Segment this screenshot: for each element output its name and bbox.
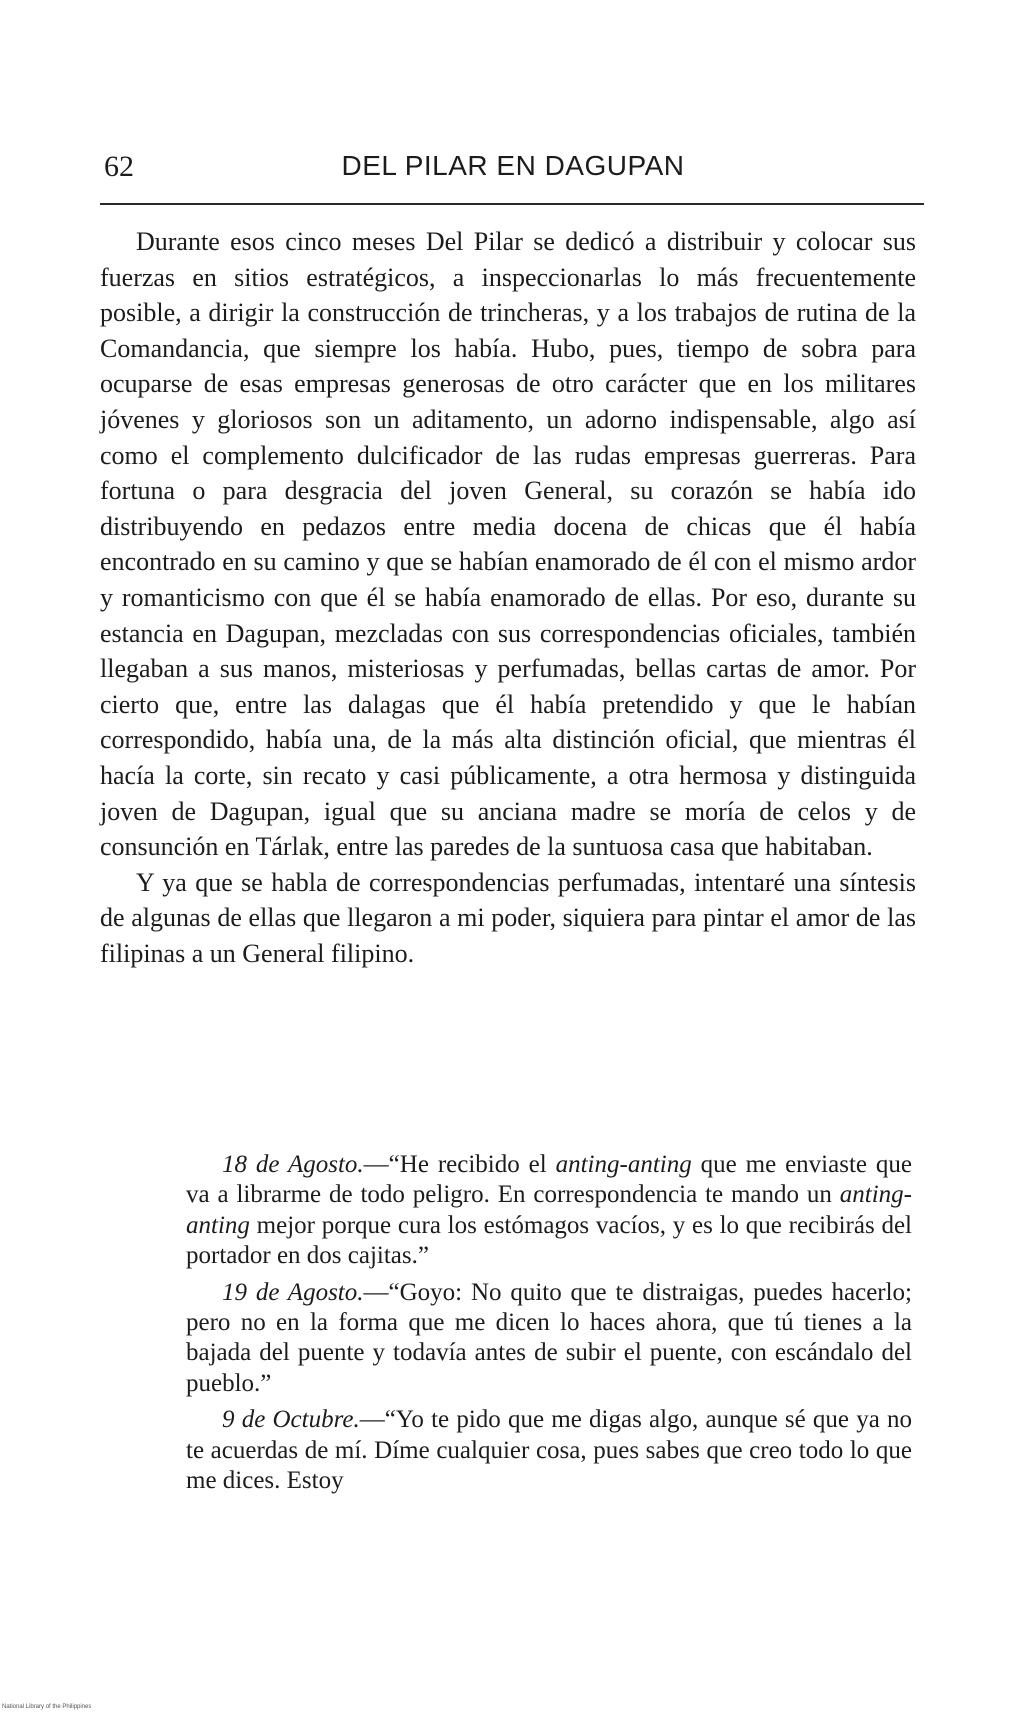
paragraph-1: Durante esos cinco meses Del Pilar se dedicó a distribuir y colocar sus fuerzas en sitios estratégicos, a inspeccionarlas lo más frecuentemente posible, a dirigir la construcción de trincheras, y a los trabajos de rutina de la Comandancia, que siempre los había. Hubo, pues, tiempo de sobra para ocuparse de esas empresas generosas de otro carácter que en los militares jóvenes y gloriosos son un aditamento, un adorno indispensable, algo así como el complemento dulcificador de las rudas empresas guerreras. Para fortuna o para desgracia del joven General, su corazón se había ido distribuyendo en pedazos entre media docena de chicas que él había encontrado en su camino y que se habían enamorado de él con el mismo ardor y romanticismo con que él se había enamorado de ellas. Por eso, durante su estancia en Dagupan, mezcladas con sus correspondencias oficiales, también llegaban a sus manos, misteriosas y perfumadas, bellas cartas de amor. Por cierto que, entre las dalagas que él había pretendido y que le habían correspondido, había una, de la más alta distinción oficial, que mientras él hacía la corte, sin recato y casi públicamente, a otra hermosa y distinguida joven de Dagupan, igual que su anciana madre se moría de celos y de consunción en Tárlak, entre las paredes de la suntuosa casa que habitaban. (100, 227, 916, 862)
letter-italic-term: anting-anting (186, 1181, 912, 1239)
letter-excerpt (186, 1278, 912, 1400)
letter-italic-term: anting-anting (555, 1151, 692, 1178)
page-header (104, 150, 922, 190)
letter-date: 18 de Agosto. (222, 1151, 364, 1178)
letter-date: 9 de Octubre. (222, 1406, 360, 1434)
letter-text: —“He recibido el (363, 1151, 556, 1178)
letter-date: 19 de Agosto. (222, 1278, 364, 1306)
letter-text: mejor porque cura los estómagos vacíos, y es lo que recibirás del portador en dos cajitas.” (186, 1211, 912, 1270)
letter-excerpt (186, 1405, 912, 1496)
letter-text: —“Goyo: No quito que te distraigas, puedes hacerlo; pero no en la forma que me dicen lo haces ahora, que tú tienes a la bajada del puente y todavía antes de subir el puente, con escándalo del pueblo.” (186, 1278, 913, 1397)
library-stamp: National Library of the Philippines (2, 1704, 92, 1710)
letter-text: que me enviaste que va a librarme de todo peligro. En correspondencia te mando un (186, 1151, 913, 1209)
page-number: 62 (104, 150, 134, 183)
letter-text: —“Yo te pido que me digas algo, aunque sé que ya no te acuerdas de mí. Díme cualquier cosa, pues sabes que creo todo lo que me dices. Estoy (186, 1406, 913, 1495)
letter-excerpts (186, 1150, 912, 1502)
header-rule (100, 203, 924, 205)
running-title: DEL PILAR EN DAGUPAN (341, 150, 685, 181)
body-text (100, 224, 916, 971)
paragraph-2: Y ya que se habla de correspondencias perfumadas, intentaré una síntesis de algunas de ellas que llegaron a mi poder, siquiera para pintar el amor de las filipinas a un General filipino. (100, 867, 916, 968)
letter-excerpt (186, 1150, 912, 1272)
